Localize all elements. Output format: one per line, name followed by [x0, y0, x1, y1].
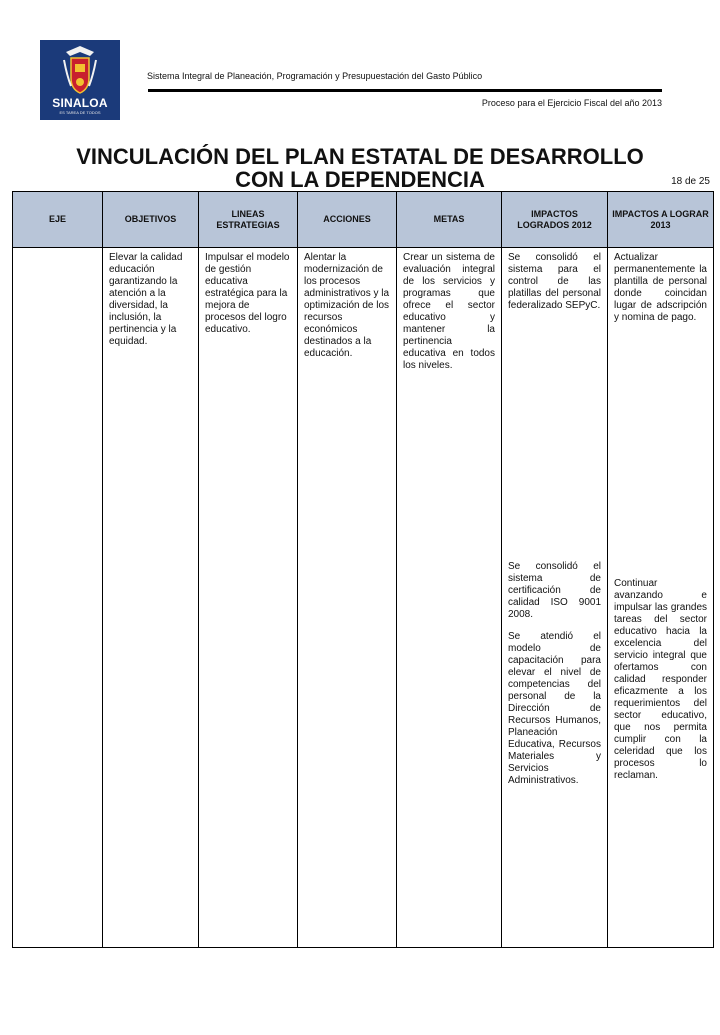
- impacto-logrado-3: Se atendió el modelo de capacitación para elevar el nivel de competencias del personal de la Dirección de Recursos Humanos, Planeación Educativa, Recursos Materiales y Servicios Administrativos.: [508, 631, 601, 786]
- impacto-a-lograr-1: Actualizar permanentemente la plantilla de personal donde coincidan lugar de adscripción y nomina de pago.: [614, 252, 707, 323]
- page-number: 18 de 25: [671, 176, 710, 187]
- cell-metas: Crear un sistema de evaluación integral de los servicios y programas que ofrece el sector educativo y mantener la pertinencia educativa en todos los niveles.: [397, 248, 502, 948]
- header-divider: [148, 89, 662, 92]
- page-title: [0, 145, 720, 191]
- cell-acciones: Alentar la modernización de los procesos administrativos y la optimización de los recursos económicos destinados a la educación.: [298, 248, 397, 948]
- page-title-line-2: CON LA DEPENDENCIA: [235, 167, 485, 192]
- table-row: [13, 248, 714, 948]
- header-objetivos: OBJETIVOS: [103, 192, 199, 248]
- impacto-logrado-1: Se consolidó el sistema para el control de las platillas del personal federalizado SEPyC.: [508, 252, 601, 311]
- header-metas: METAS: [397, 192, 502, 248]
- cell-lineas: Impulsar el modelo de gestión educativa estratégica para la mejora de procesos del logro educativo.: [199, 248, 298, 948]
- system-title: Sistema Integral de Planeación, Programación y Presupuestación del Gasto Público: [147, 71, 483, 81]
- header-lineas-estrategias: LINEAS ESTRATEGIAS: [199, 192, 298, 248]
- impacto-a-lograr-2: Continuar avanzando e impulsar las grandes tareas del sector educativo hacia la excelencia del servicio integral que ofertamos con calidad responder eficazmente a los requerimientos del sector educativo, que nos permita cumplir con la celeridad que los procesos lo reclaman.: [614, 578, 707, 781]
- logo-name: SINALOA: [52, 96, 108, 110]
- cell-impactos-logrados: [502, 248, 608, 948]
- cell-eje: [13, 248, 103, 948]
- page-title-line-1: VINCULACIÓN DEL PLAN ESTATAL DE DESARROLLO: [76, 144, 644, 169]
- cell-impactos-a-lograr: [608, 248, 714, 948]
- fiscal-process-label: Proceso para el Ejercicio Fiscal del año 2013: [481, 98, 662, 108]
- table-header-row: [13, 192, 714, 248]
- linkage-table: [12, 191, 714, 948]
- header-eje: EJE: [13, 192, 103, 248]
- cell-objetivos: Elevar la calidad educación garantizando la atención a la diversidad, la inclusión, la pertinencia y la equidad.: [103, 248, 199, 948]
- header-impactos-a-lograr: IMPACTOS A LOGRAR 2013: [608, 192, 714, 248]
- impacto-logrado-2: Se consolidó el sistema de certificación de calidad ISO 9001 2008.: [508, 561, 601, 620]
- header-impactos-logrados: IMPACTOS LOGRADOS 2012: [502, 192, 608, 248]
- header-acciones: ACCIONES: [298, 192, 397, 248]
- sinaloa-logo: [40, 40, 120, 120]
- logo-tagline: ES TAREA DE TODOS: [59, 110, 101, 115]
